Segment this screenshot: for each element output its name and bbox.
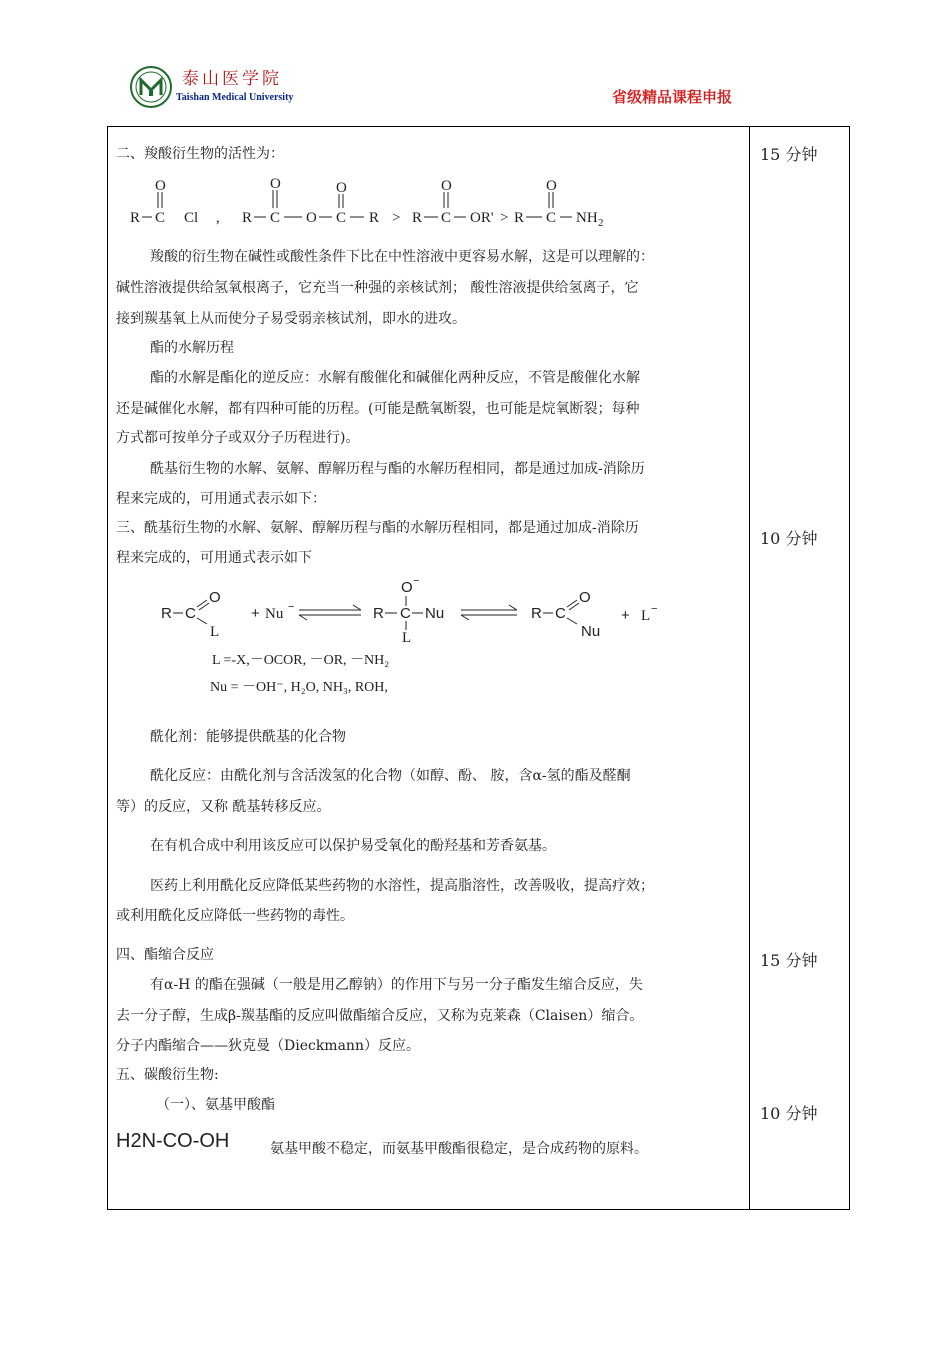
mech-reactant-c: C <box>185 605 196 622</box>
svg-text:C: C <box>336 210 347 226</box>
university-name-en: Taishan Medical University <box>176 92 294 103</box>
acylation-reaction-l1: 酰化反应：由酰化剂与含活泼氢的化合物（如醇、酚、 胺，含α-氢的酯及醛酮 <box>150 768 631 784</box>
mech-plus-2: + <box>621 607 630 624</box>
carbamate-subheading: （一）、氨基甲酸酯 <box>156 1097 275 1113</box>
svg-text:R: R <box>130 210 141 226</box>
svg-text:C: C <box>270 210 281 226</box>
svg-text:OR': OR' <box>470 210 494 226</box>
paragraph-hydrolysis-l1: 羧酸的衍生物在碱性或酸性条件下比在中性溶液中更容易水解，这是可以理解的： <box>150 249 654 265</box>
leaving-group-definition: L =-X,－OCOR, －OR, －NH₂ <box>212 653 390 668</box>
mech-product-r: R <box>531 605 542 622</box>
paragraph-hydrolysis-l2: 碱性溶液提供给氢氧根离子，它充当一种强的亲核试剂； 酸性溶液提供给氢离子，它 <box>116 280 639 296</box>
carbamic-acid-formula: H2N-CO-OH <box>116 1130 230 1152</box>
mech-product-o: O <box>579 589 591 606</box>
protection-sentence: 在有机合成中利用该反应可以保护易受氧化的酚羟基和芳香氨基。 <box>150 838 556 854</box>
time-cell-4: 10 分钟 <box>760 1104 818 1123</box>
mech-plus-1: + <box>251 605 260 622</box>
carbamate-description: 氨基甲酸不稳定，而氨基甲酸酯很稳定，是合成药物的原料。 <box>270 1141 648 1157</box>
svg-text:,: , <box>216 210 220 226</box>
university-logo <box>130 66 172 108</box>
acylating-agent-definition: 酰化剂：能够提供酰基的化合物 <box>150 729 346 745</box>
svg-text:Cl: Cl <box>184 210 199 226</box>
svg-text:C: C <box>441 210 452 226</box>
application-title: 省级精品课程申报 <box>612 88 733 106</box>
paragraph-acyl-l1: 酰基衍生物的水解、氨解、醇解历程与酯的水解历程相同，都是通过加成-消除历 <box>150 461 645 477</box>
nucleophile-definition: Nu = －OH⁻, H₂O, NH₃, ROH, <box>210 680 388 695</box>
mech-reactant-r: R <box>161 605 172 622</box>
mech-intermediate-nu: Nu <box>425 605 445 622</box>
mech-product-c: C <box>555 605 566 622</box>
time-cell-1: 15 分钟 <box>760 145 818 164</box>
svg-text:O: O <box>546 178 557 194</box>
section-5-title: 五、碳酸衍生物: <box>116 1067 219 1083</box>
paragraph-ester-l3: 方式都可按单分子或双分子历程进行)。 <box>116 430 360 446</box>
claisen-l2: 去一分子醇，生成β-羰基酯的反应叫做酯缩合反应，又称为克莱森（Claisen）缩合。 <box>116 1008 644 1024</box>
mech-nucleophile: Nu <box>265 606 284 622</box>
section-4-title: 四、酯缩合反应 <box>116 947 214 963</box>
paragraph-acyl-l2: 程来完成的，可用通式表示如下： <box>116 491 326 507</box>
section-2-title: 二、羧酸衍生物的活性为： <box>116 146 284 162</box>
mech-intermediate-l: L <box>402 630 412 646</box>
mech-product-nu: Nu <box>581 623 601 640</box>
svg-text:R: R <box>242 210 253 226</box>
mech-leaving-group: L <box>641 608 651 624</box>
svg-text:>: > <box>392 210 401 226</box>
svg-text:>: > <box>500 210 509 226</box>
section-3-title-l1: 三、酰基衍生物的水解、氨解、醇解历程与酯的水解历程相同，都是通过加成-消除历 <box>116 520 639 536</box>
time-cell-2: 10 分钟 <box>760 529 818 548</box>
paragraph-ester-l1: 酯的水解是酯化的逆反应：水解有酸催化和碱催化两种反应，不管是酸催化水解 <box>150 370 640 386</box>
svg-text:O: O <box>441 178 452 194</box>
mech-intermediate-r: R <box>373 605 384 622</box>
addition-elimination-mechanism <box>155 574 675 646</box>
mech-reactant-o: O <box>209 589 221 606</box>
claisen-l1: 有α-H 的酯在强碱（一般是用乙醇钠）的作用下与另一分子酯发生缩合反应，失 <box>150 977 643 993</box>
section-3-title-l2: 程来完成的，可用通式表示如下 <box>116 550 312 566</box>
pharma-application-l2: 或利用酰化反应降低一些药物的毒性。 <box>116 908 354 924</box>
svg-text:R: R <box>514 210 525 226</box>
svg-text:O: O <box>306 210 317 226</box>
mech-intermediate-c: C <box>400 605 411 622</box>
mech-intermediate-o: O <box>401 579 413 596</box>
svg-text:R: R <box>412 210 423 226</box>
reactivity-order-formula <box>124 176 624 232</box>
svg-text:−: − <box>651 603 658 615</box>
svg-text:O: O <box>336 180 347 196</box>
svg-text:O: O <box>155 178 166 194</box>
svg-text:−: − <box>288 601 295 613</box>
mech-reactant-l: L <box>210 624 220 640</box>
svg-text:C: C <box>155 210 166 226</box>
svg-text:R: R <box>369 210 380 226</box>
table-column-divider <box>749 126 750 1210</box>
svg-text:−: − <box>413 575 420 587</box>
svg-text:NH: NH <box>576 210 598 226</box>
paragraph-ester-l2: 还是碱催化水解，都有四种可能的历程。(可能是酰氧断裂，也可能是烷氧断裂；每种 <box>116 401 640 417</box>
time-cell-3: 15 分钟 <box>760 951 818 970</box>
pharma-application-l1: 医药上利用酰化反应降低某些药物的水溶性，提高脂溶性，改善吸收，提高疗效； <box>150 878 654 894</box>
svg-text:2: 2 <box>598 217 604 229</box>
acylation-reaction-l2: 等）的反应，又称 酰基转移反应。 <box>116 799 331 815</box>
university-name-cn: 泰山医学院 <box>182 69 282 89</box>
ester-hydrolysis-heading: 酯的水解历程 <box>150 340 234 356</box>
svg-text:O: O <box>270 176 281 192</box>
paragraph-hydrolysis-l3: 接到羰基氧上从而使分子易受弱亲核试剂，即水的进攻。 <box>116 311 466 327</box>
svg-text:C: C <box>546 210 557 226</box>
dieckmann-sentence: 分子内酯缩合——狄克曼（Dieckmann）反应。 <box>116 1038 420 1054</box>
